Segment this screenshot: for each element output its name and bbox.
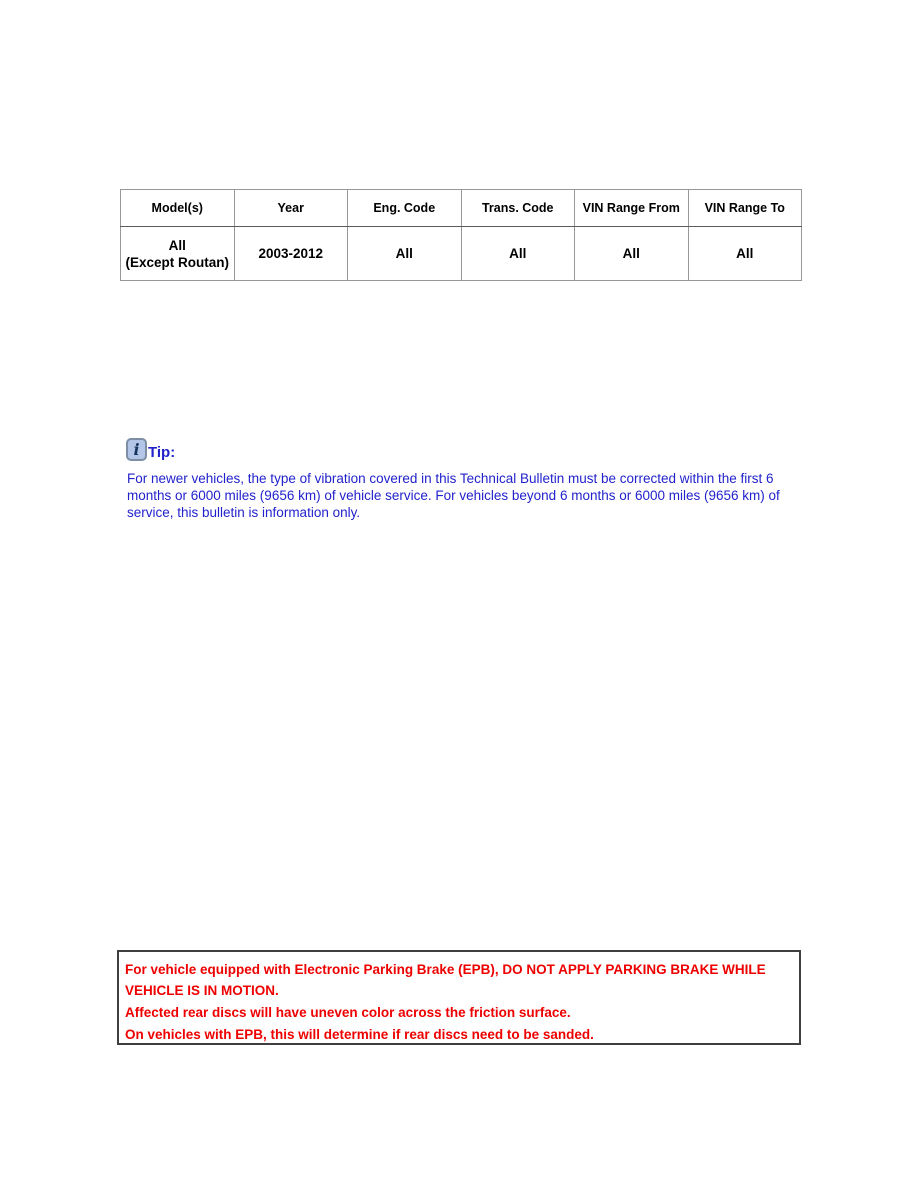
tip-label: Tip: — [148, 444, 176, 461]
warning-line-2: Affected rear discs will have uneven color across the friction surface. — [125, 1005, 571, 1020]
cell-year: 2003-2012 — [234, 227, 348, 281]
warning-line-1: For vehicle equipped with Electronic Parking Brake (EPB), DO NOT APPLY PARKING BRAKE WHILE VEHICLE IS IN MOTION. — [125, 962, 766, 998]
tip-section-header — [126, 438, 175, 461]
table-row — [121, 227, 802, 281]
header-cell-eng-code: Eng. Code — [348, 190, 462, 227]
header-cell-vin-range-from: VIN Range From — [575, 190, 689, 227]
header-cell-models: Model(s) — [121, 190, 235, 227]
header-cell-vin-range-to: VIN Range To — [688, 190, 802, 227]
header-cell-year: Year — [234, 190, 348, 227]
vehicle-applicability-table — [120, 189, 802, 281]
cell-trans-code: All — [461, 227, 575, 281]
cell-models-line1: All — [168, 237, 186, 253]
epb-warning-box — [117, 950, 801, 1045]
info-icon: i — [126, 438, 147, 461]
cell-vin-range-from: All — [575, 227, 689, 281]
cell-eng-code: All — [348, 227, 462, 281]
cell-vin-range-to: All — [688, 227, 802, 281]
table-header-row — [121, 190, 802, 227]
tip-text: For newer vehicles, the type of vibration covered in this Technical Bulletin must be corrected within the first 6 months or 6000 miles (9656 km) of vehicle service. For vehicles beyond 6 months or 6000 miles (9656 km) of service, this bulletin is information only. — [127, 471, 780, 520]
warning-line-3: On vehicles with EPB, this will determine if rear discs need to be sanded. — [125, 1027, 594, 1042]
cell-models-line2: (Except Routan) — [125, 254, 229, 270]
cell-models — [121, 227, 235, 281]
header-cell-trans-code: Trans. Code — [461, 190, 575, 227]
